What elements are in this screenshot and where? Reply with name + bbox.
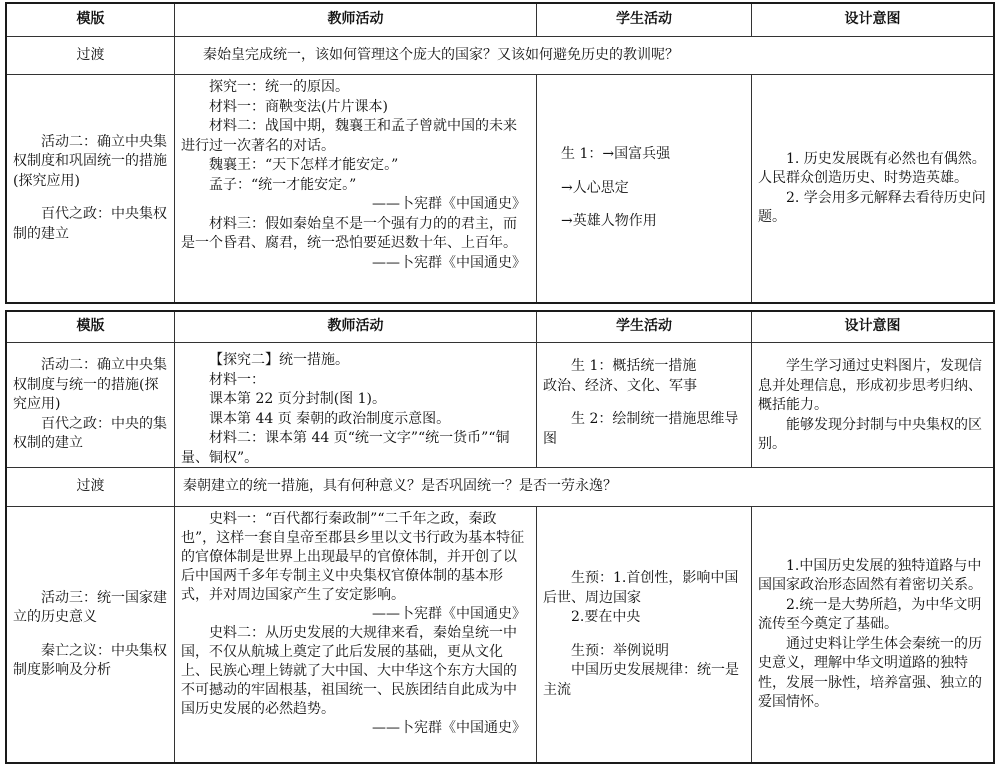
student-line: 生 2：绘制统一措施思维导图 — [543, 411, 739, 447]
transition-label: 过渡 — [7, 37, 175, 74]
transition-row — [7, 468, 993, 507]
lesson-table-1 — [5, 2, 995, 304]
design-line: 1.中国历史发展的独特道路与中国国家政治形态固然有着密切关系。 — [758, 557, 982, 593]
table-header-row — [7, 4, 993, 37]
template-subtitle: 百代之政：中央集权制的建立 — [13, 206, 167, 242]
template-cell — [7, 343, 175, 467]
student-cell — [537, 75, 752, 302]
transition-text: 秦朝建立的统一措施，具有何种意义？是否巩固统一？是否一劳永逸？ — [183, 478, 617, 495]
template-subtitle: 百代之政：中央的集权制的建立 — [13, 415, 167, 452]
teacher-line: 史料二：从历史发展的大规律来看，秦始皇统一中国，不仅从航城上奠定了此后发展的基础，更从文化上、民族心理上铸就了大中国、大中华这个东方大国的不可撼动的牢固根基，祖国统一、民族团结自此成为中国历史发展的必然趋势。 — [181, 625, 517, 717]
student-line: 中国历史发展规律：统一是主流 — [543, 662, 739, 698]
header-template: 模版 — [7, 312, 175, 342]
activity-row — [7, 75, 993, 302]
header-design: 设计意图 — [844, 11, 901, 28]
teacher-line: 【探究二】统一措施。 — [209, 352, 349, 368]
header-teacher: 教师活动 — [175, 312, 537, 342]
teacher-line: 材料三：假如秦始皇不是一个强有力的的君主，而是一个昏君、腐君，统一恐怕要延迟数十年、上百年。 — [181, 215, 517, 251]
student-line: 生 1：→国富兵强 — [561, 146, 671, 163]
source-citation: ——卜宪群《中国通史》 — [372, 196, 526, 212]
teacher-cell — [175, 75, 537, 302]
design-line: 2. 学会用多元解释去看待历史问题。 — [758, 189, 986, 225]
teacher-cell — [175, 507, 537, 762]
source-citation: ——卜宪群《中国通史》 — [372, 606, 526, 622]
activity-row — [7, 343, 993, 468]
student-line: →英雄人物作用 — [561, 213, 657, 230]
design-line: 学生学习通过史料图片，发现信息并处理信息，形成初步思考归纳、概括能力。 — [758, 358, 982, 413]
teacher-cell — [175, 343, 537, 467]
activity-row — [7, 507, 993, 762]
template-title: 活动二：确立中央集权制度与统一的措施(探究应用) — [13, 357, 167, 413]
transition-text: 秦始皇完成统一，该如何管理这个庞大的国家？又该如何避免历史的教训呢？ — [203, 46, 679, 63]
teacher-line: 史料一：“百代都行秦政制”“二千年之政，秦政也”，这样一套自皇帝至郡县乡里以文书行政为基本特征的官僚体制是世界上出现最早的官僚体制，并开创了以后中国两千多年专制主义中央集权官僚体制的基本形式，并对周边国家产生了安定影响。 — [181, 511, 525, 603]
student-line: 生 1：概括统一措施 — [571, 358, 697, 374]
student-cell — [537, 343, 752, 467]
student-cell — [537, 507, 752, 762]
student-line: 政治、经济、文化、军事 — [543, 377, 697, 394]
teacher-line: 材料一：商鞅变法(片片课本) — [209, 98, 388, 115]
table-header-row — [7, 312, 993, 343]
design-cell — [752, 343, 993, 467]
lesson-table-2 — [5, 310, 995, 764]
design-line: 2.统一是大势所趋，为中华文明流传至今奠定了基础。 — [758, 596, 982, 632]
teacher-line: 材料二：战国中期，魏襄王和孟子曾就中国的未来进行过一次著名的对话。 — [181, 118, 517, 154]
header-student: 学生活动 — [537, 4, 752, 36]
student-line: 生预：1.首创性，影响中国后世、周边国家 — [543, 570, 739, 606]
source-citation: ——卜宪群《中国通史》 — [372, 720, 526, 736]
student-line: 生预：举例说明 — [571, 642, 669, 659]
teacher-line: 课本第 22 页分封制(图 1)。 — [209, 391, 386, 407]
template-cell — [7, 507, 175, 762]
teacher-line: 探究一：统一的原因。 — [209, 79, 349, 95]
student-line: →人心思定 — [561, 179, 629, 196]
teacher-line: 材料一： — [209, 371, 265, 388]
header-student: 学生活动 — [537, 312, 752, 342]
design-line: 能够发现分封制与中央集权的区别。 — [758, 416, 982, 452]
teacher-line: 课本第 44 页 秦朝的政治制度示意图。 — [209, 410, 451, 427]
source-citation: ——卜宪群《中国通史》 — [372, 254, 526, 271]
header-design: 设计意图 — [844, 318, 901, 335]
template-cell — [7, 75, 175, 302]
template-title: 活动三：统一国家建立的历史意义 — [13, 589, 167, 625]
student-line: 2.要在中央 — [571, 609, 641, 625]
header-template: 模版 — [7, 4, 175, 36]
design-cell — [752, 75, 993, 302]
design-cell — [752, 507, 993, 762]
template-title: 活动二：确立中央集权制度和巩固统一的措施(探究应用) — [13, 133, 167, 189]
design-line: 通过史料让学生体会秦统一的历史意义，理解中华文明道路的独特性，发展一脉性，培养富强、独立的爱国情怀。 — [758, 635, 982, 710]
transition-row — [7, 37, 993, 75]
teacher-line: 魏襄王：“天下怎样才能安定。” — [209, 157, 399, 173]
header-teacher: 教师活动 — [175, 4, 537, 36]
transition-label: 过渡 — [7, 468, 175, 506]
design-line: 1. 历史发展既有必然也有偶然。人民群众创造历史、时势造英雄。 — [758, 150, 986, 186]
template-subtitle: 秦亡之议：中央集权制度影响及分析 — [13, 642, 167, 678]
teacher-line: 孟子：“统一才能安定。” — [209, 176, 357, 193]
teacher-line: 材料二：课本第 44 页“统一文字”“统一货币”“铜量、铜权”。 — [181, 430, 510, 466]
